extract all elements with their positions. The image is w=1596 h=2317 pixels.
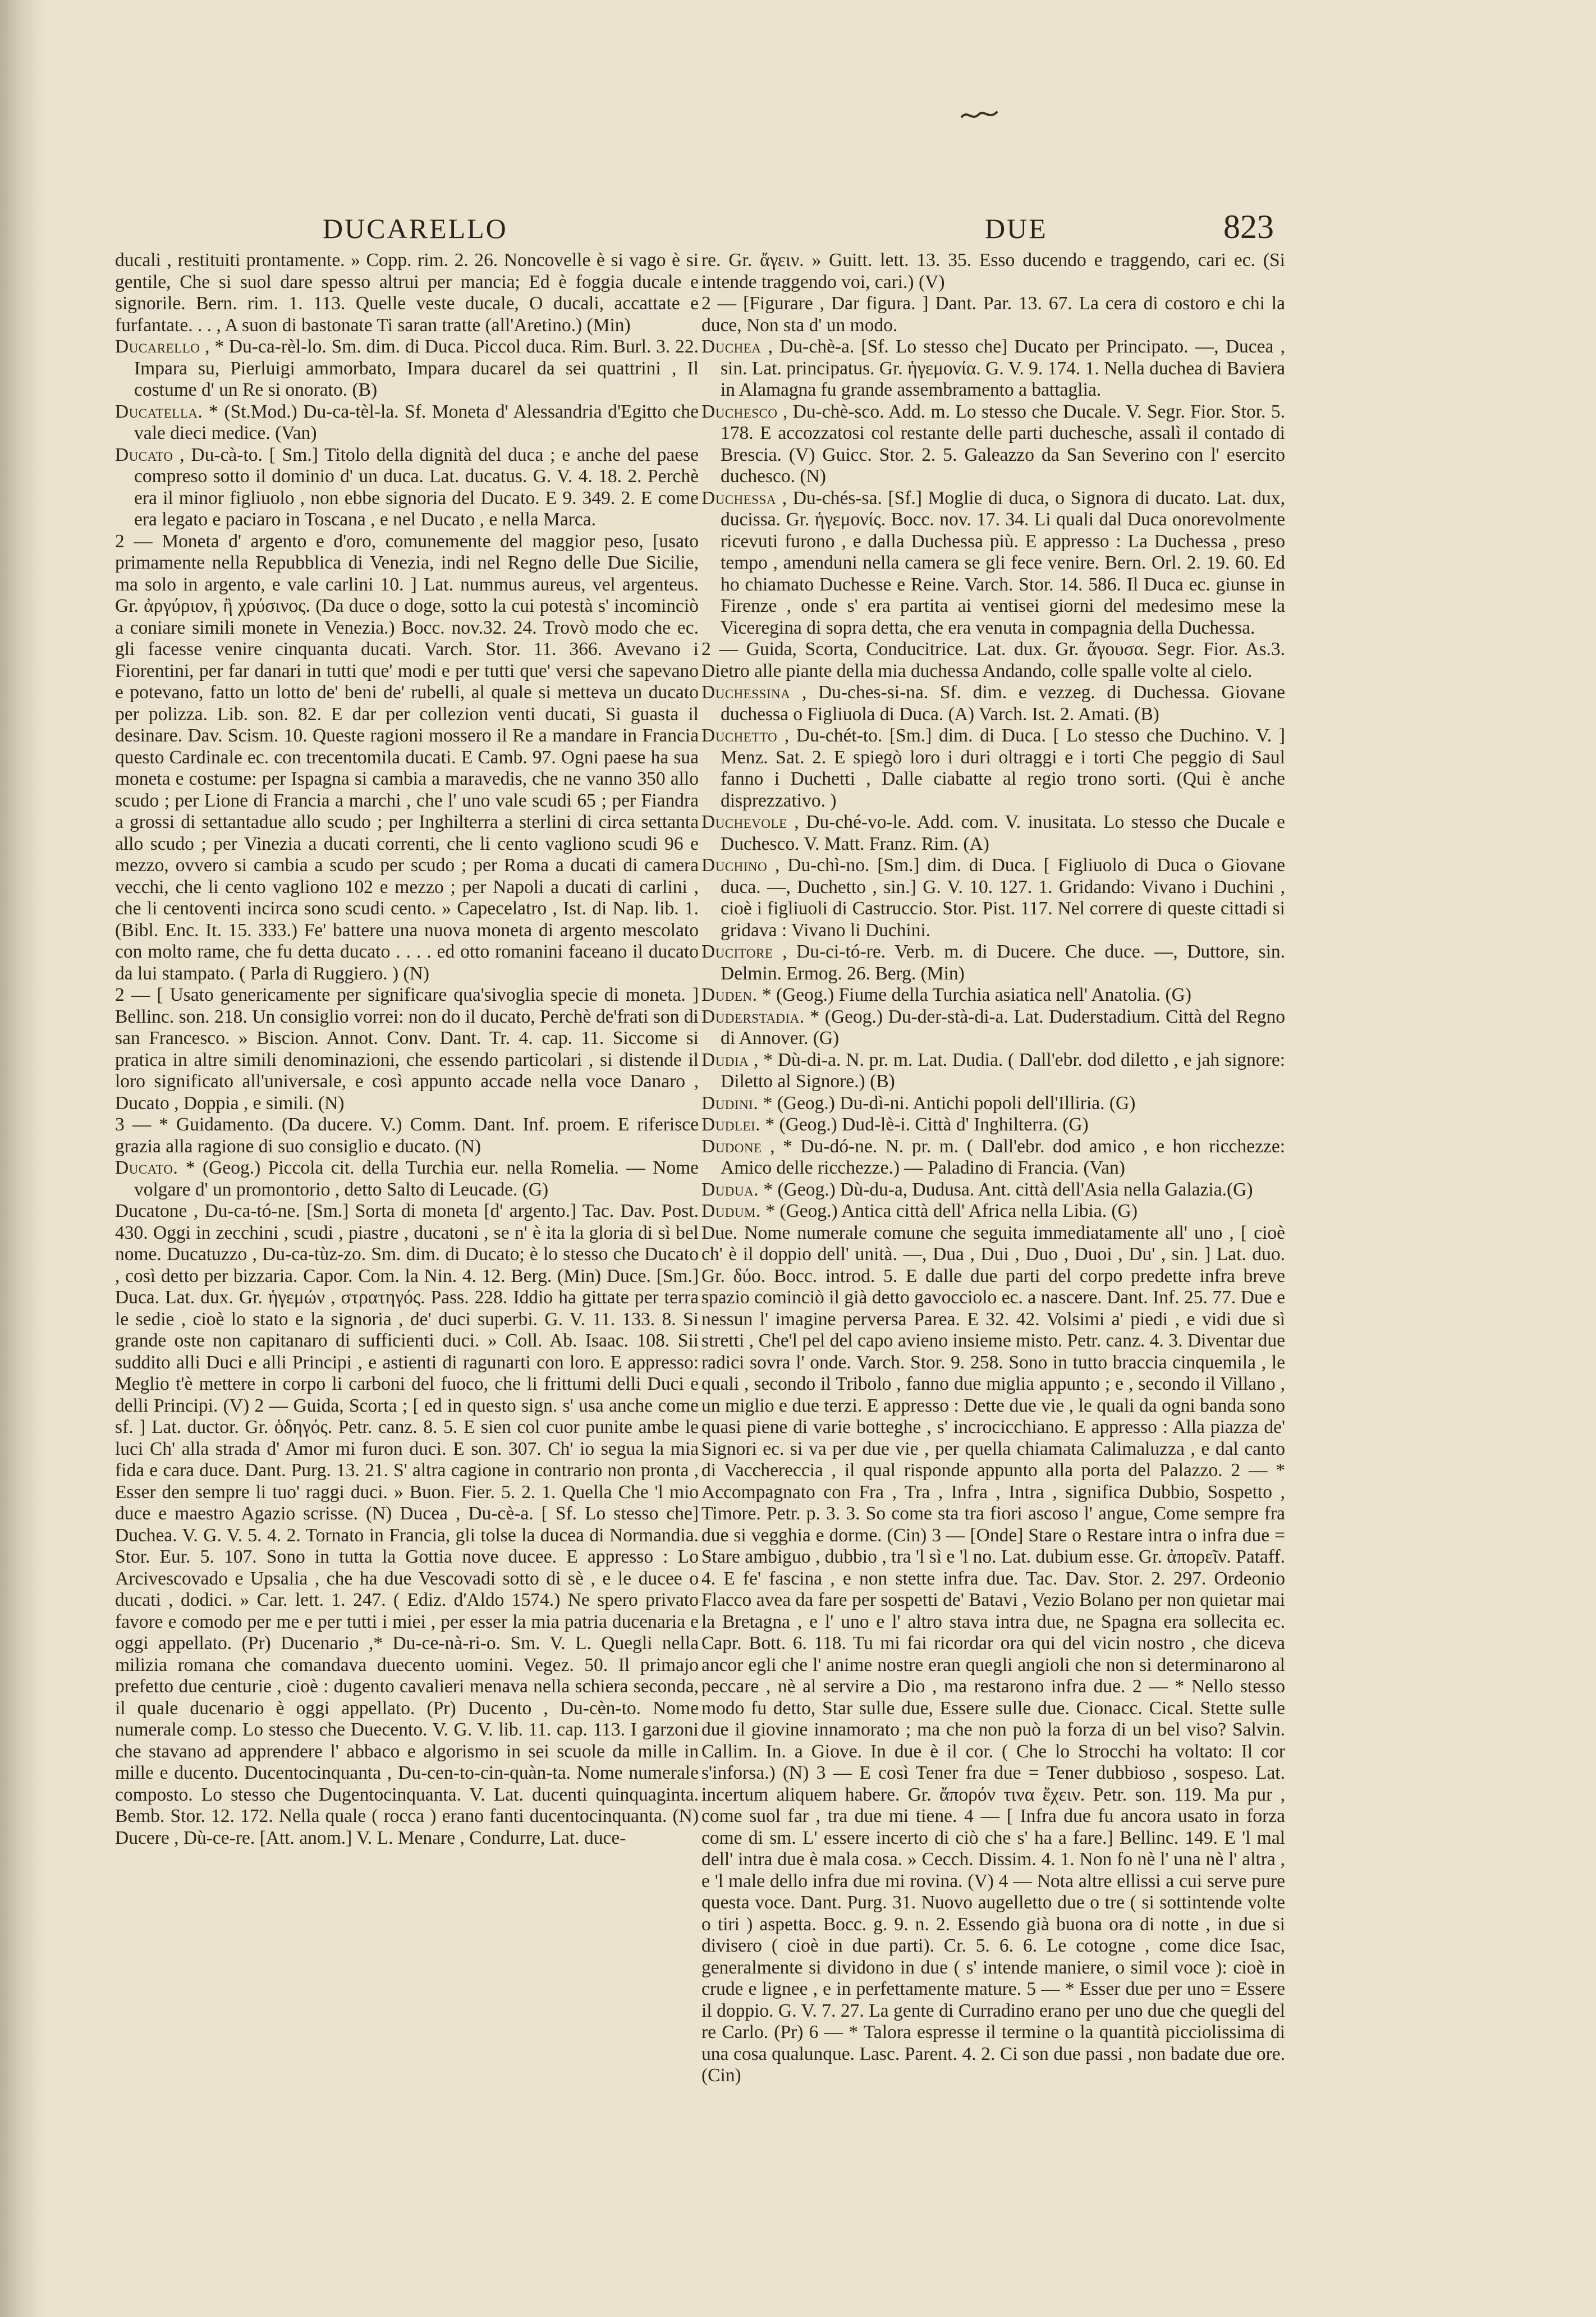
entry-duchevole: Duchevole , Du-ché-vo-le. Add. com. V. inusitata. Lo stesso che Ducale e Duchesco. V. Matt. Franz. Rim. (A): [701, 812, 1285, 854]
headword: Ducarello: [115, 336, 200, 357]
entry-ducarello: Ducarello , * Du-ca-rèl-lo. Sm. dim. di Duca. Piccol duca. Rim. Burl. 3. 22. Impara su, Pierluigi ammorbato, Impara ducarel da sei quattrini , Il costume d' un Re si onorato. (B): [115, 336, 699, 400]
left-column: [115, 250, 699, 2287]
entry-continuation: re. Gr. ἄγειν. » Guitt. lett. 13. 35. Esso ducendo e traggendo, cari ec. (Si intende traggendo voi, cari.) (V): [701, 250, 1285, 292]
entry-ducato-sense-2: 2 — Moneta d' argento e d'oro, comunemente del maggior peso, [usato primamente nella Repubblica di Venezia, indi nel Regno delle Due Sicilie, ma solo in argento, e vale carlini 10. ] Lat. nummus aureus, vel argenteus. Gr. ἀργύριον, ἢ χρύσινος. (Da duce o doge, sotto la cui potestà s' incominciò a coniare simili monete in Venezia.) Bocc. nov.32. 24. Trovò modo che ec. gli facesse venire cinquanta ducati. Varch. Stor. 11. 366. Avevano i Fiorentini, per far danari in tutti que' modi e per tutti que' versi che sapevano e potevano, fatto un lotto de' beni de' rubelli, al quale si metteva un ducato per polizza. Lib. son. 82. E dar per collezion venti ducati, Si guasta il desinare. Dav. Scism. 10. Queste ragioni mossero il Re a mandare in Francia questo Cardinale ec. con trecentomila ducati. E Camb. 97. Ogni paese ha sua moneta e costume: per Ispagna si cambia a maravedis, che ne vanno 350 allo scudo ; per Lione di Francia a marchi , che l' uno vale scudi 65 ; per Fiandra a grossi di settantadue allo scudo ; per Inghilterra a sterlini di circa settanta allo scudo ; per Vinezia a ducati correnti, che li cento vagliono scudi 96 e mezzo, ovvero si cambia a scudo per scudo ; per Roma a ducati di camera vecchi, che li cento vagliono 102 e mezzo ; per Napoli a ducati di carlini , che li centoventi incirca sono scudi cento. » Capecelatro , Ist. di Nap. lib. 1. (Bibl. Enc. It. 15. 333.) Fe' battere una nuova moneta di argento mescolato con molto rame, che fu detta ducato . . . . ed otto romanini faceano il ducato da lui stampato. ( Parla di Ruggiero. ) (N): [115, 530, 699, 984]
entry-ducatella: Ducatella. * (St.Mod.) Du-ca-tèl-la. Sf. Moneta d' Alessandria d'Egitto che vale dieci medice. (Van): [115, 401, 699, 443]
entry-duchessa: Duchessa , Du-chés-sa. [Sf.] Moglie di duca, o Signora di ducato. Lat. dux, ducissa. Gr. ἡγεμονίς. Bocc. nov. 17. 34. Li quali dal Duca onorevolmente ricevuti furono , e dalla Duchessa più. E appresso : La Duchessa , preso tempo , amenduni nella camera se gli fece venire. Bern. Orl. 2. 19. 60. Ed ho chiamato Duchesse e Reine. Varch. Stor. 14. 586. Il Duca ec. giunse in Firenze , onde s' era partita ai ventisei giorni del medesimo mese la Viceregina di sopra detta, che era venuta in compagnia della Duchessa.: [701, 487, 1285, 638]
right-column: [701, 250, 1285, 2287]
entry-duchessina: Duchessina , Du-ches-si-na. Sf. dim. e vezzeg. di Duchessa. Giovane duchessa o Figliuola di Duca. (A) Varch. Ist. 2. Amati. (B): [701, 682, 1285, 725]
headword: Duchevole: [701, 812, 787, 832]
headword: Ducatella.: [115, 401, 203, 422]
headword: Dudia: [701, 1049, 749, 1070]
headword: Duchino: [701, 855, 768, 876]
entry-duchesco: Duchesco , Du-chè-sco. Add. m. Lo stesso che Ducale. V. Segr. Fior. Stor. 5. 178. E accozzatosi col restante delle parti duchesche, assalì il contado di Brescia. (V) Guicc. Stor. 2. 5. Galeazzo da San Severino con l' esercito duchesco. (N): [701, 401, 1285, 487]
entry-due: Due. Nome numerale comune che seguita immediatamente all' uno , [ cioè ch' è il doppio dell' unità. —, Dua , Dui , Duo , Duoi , Du' , sin. ] Lat. duo. Gr. δύο. Bocc. introd. 5. E dalle due parti del corpo predette infra breve spazio cominciò il già detto gavocciolo ec. a nascere. Dant. Inf. 25. 77. Due e nessun l' imagine perversa Parea. E 32. 42. Volsimi a' piedi , e vidi due sì stretti , Che'l pel del capo avieno insieme misto. Petr. canz. 4. 3. Diventar due radici sovra l' onde. Varch. Stor. 9. 258. Sono in tutto braccia cinquemila , le quali , secondo il Tribolo , fanno due miglia appunto ; e , secondo il Villano , un miglio e due terzi. E appresso : Dette due vie , le quali da ogni banda sono quasi piene di varie botteghe , s' incrocicchiano. E appresso : Alla piazza de' Signori ec. si va per due vie , per quella chiamata Calimaluzza , e dal canto di Vacchereccia , il qual risponde appunto alla porta del Palazzo. 2 — * Accompagnato con Fra , Tra , Infra , Intra , significa Dubbio, Sospetto , Timore. Petr. p. 3. 3. So come sta tra fiori ascoso l' angue, Come sempre fra due si vegghia e dorme. (Cin) 3 — [Onde] Stare o Restare intra o infra due = Stare ambiguo , dubbio , tra 'l sì e 'l no. Lat. dubium esse. Gr. ἀπορεῖν. Pataff. 4. E fe' fascina , e non stette infra due. Tac. Dav. Stor. 2. 297. Ordeonio Flacco avea da fare per sospetti de' Batavi , Vezio Bolano per non quietar mai la Bretagna , e l' uno e l' altro stava intra due, ne Spagna era sollecita ec. Capr. Bott. 6. 118. Tu mi fai ricordar ora qui del vicin nostro , che diceva ancor egli che l' anime nostre eran quegli angioli che non si determinarono al peccare , nè al servire a Dio , ma restarono infra due. 2 — * Nello stesso modo fu detto, Star sulle due, Essere sulle due. Cionacc. Cical. Stette sulle due il giovine innamorato ; ma che non può la forza di un bel viso? Salvin. Callim. In. a Giove. In due è il cor. ( Che lo Strocchi ha voltato: Il cor s'inforsa.) (N) 3 — E così Tener fra due = Tener dubbioso , sospeso. Lat. incertum aliquem habere. Gr. ἄπορόν τινα ἔχειν. Petr. son. 119. Ma pur , come suol far , tra due mi tiene. 4 — [ Infra due fu ancora usato in forza come di sm. L' essere incerto di ciò che s' ha a fare.] Bellinc. 149. E 'l mal dell' intra due è mala cosa. » Cecch. Dissim. 4. 1. Non fo nè l' una nè l' altra , e 'l male dello infra due mi rovina. (V) 4 — Nota altre ellissi a cui serve pure questa voce. Dant. Purg. 31. Nuovo augelletto due o tre ( si sottintende volte o tiri ) aspetta. Bocc. g. 9. n. 2. Essendo già buona ora di notte , in due si divisero ( cioè in due parti). Cr. 5. 6. 6. Le cotogne , come dice Isac, generalmente si dividono in due ( s' intende maniere, o simil voce ): cioè in crude e lignee , e in perfettamente mature. 5 — * Esser due per uno = Essere il doppio. G. V. 7. 27. La gente di Curradino erano per uno due che quegli del re Carlo. (Pr) 6 — * Talora espresse il termine o la quantità picciolissima di una cosa qualunque. Lasc. Parent. 4. 2. Ci son due passi , non badate due ore. (Cin): [701, 1222, 1285, 2086]
headword: Duden.: [701, 985, 758, 1005]
entry-ducato: Ducato , Du-cà-to. [ Sm.] Titolo della dignità del duca ; e anche del paese compreso sotto il dominio d' un duca. Lat. ducatus. G. V. 4. 18. 2. Perchè era il minor figliuolo , non ebbe signoria del Ducato. E 9. 349. 2. E come era legato e paciaro in Toscana , e nel Ducato , e nella Marca.: [115, 444, 699, 530]
entry-dudum: Dudum. * (Geog.) Antica città dell' Africa nella Libia. (G): [701, 1201, 1138, 1221]
headword: Dudone: [701, 1135, 762, 1157]
headword: Duchetto: [701, 725, 778, 746]
headword: Duchesco: [701, 401, 778, 422]
entry-duchetto: Duchetto , Du-chét-to. [Sm.] dim. di Duca. [ Lo stesso che Duchino. V. ] Menz. Sat. 2. E spiegò loro i duri oltraggi e i torti Che peggio di Saul fanno i Duchetti , Dalle ciabatte al regio trono sorti. (Qui è anche disprezzativo. ): [701, 725, 1285, 811]
headword: Dudum.: [701, 1201, 761, 1221]
entry-duchino: Duchino , Du-chì-no. [Sm.] dim. di Duca. [ Figliuolo di Duca o Giovane duca. —, Duchetto , sin.] G. V. 10. 127. 1. Gridando: Vivano i Duchini , cioè i figliuoli di Castruccio. Stor. Pist. 117. Nel correre di queste cittadi si gridava : Vivano li Duchini.: [701, 855, 1285, 941]
headword: Dudua.: [701, 1179, 759, 1200]
headword: Dudlei.: [701, 1114, 761, 1135]
headword: Ducato: [115, 444, 173, 465]
entry-dudone: Dudone , * Du-dó-ne. N. pr. m. ( Dall'ebr. dod amico , e hon ricchezze: Amico delle ricchezze.) — Paladino di Francia. (Van): [701, 1135, 1285, 1178]
entry-dudia: Dudia , * Dù-di-a. N. pr. m. Lat. Dudia. ( Dall'ebr. dod diletto , e jah signore: Diletto al Signore.) (B): [701, 1049, 1285, 1092]
entry-ducere-sense-2: 2 — [Figurare , Dar figura. ] Dant. Par. 13. 67. La cera di costoro e chi la duce, Non sta d' un modo.: [701, 293, 1285, 336]
headword: Duchessina: [701, 682, 791, 703]
entry-ducitore: Ducitore , Du-ci-tó-re. Verb. m. di Ducere. Che duce. —, Duttore, sin. Delmin. Ermog. 26. Berg. (Min): [701, 941, 1285, 984]
running-head-left: DUCARELLO: [323, 213, 508, 244]
entry-dudua: Dudua. * (Geog.) Dù-du-a, Dudusa. Ant. città dell'Asia nella Galazia.(G): [701, 1179, 1253, 1200]
entry-dudini: Dudini. * (Geog.) Du-dì-ni. Antichi popoli dell'Illiria. (G): [701, 1092, 1136, 1114]
ornament-flourish-icon: [960, 107, 999, 123]
headword: Ducitore: [701, 941, 773, 962]
headword: Ducato.: [115, 1157, 178, 1178]
entry-duchessa-sense-2: 2 — Guida, Scorta, Conducitrice. Lat. dux. Gr. ἄγουσα. Segr. Fior. As.3. Dietro alle piante della mia duchessa Andando, colle spalle volte al cielo.: [701, 639, 1285, 681]
entry-duden: Duden. * (Geog.) Fiume della Turchia asiatica nell' Anatolia. (G): [701, 985, 1192, 1005]
page-number: 823: [1223, 208, 1274, 245]
headword: Duderstadia.: [701, 1006, 805, 1027]
page-gutter-shadow: [0, 0, 45, 2317]
entry-dudlei: Dudlei. * (Geog.) Dud-lè-i. Città d' Inghilterra. (G): [701, 1114, 1089, 1135]
entry-continuation: ducali , restituiti prontamente. » Copp. rim. 2. 26. Noncovelle è si vago è si gentile, Che si suol dare spesso altrui per mancia; Ed è foggia ducale e signorile. Bern. rim. 1. 113. Quelle veste ducale, O ducali, accattate e furfantate. . . , A suon di bastonate Ti saran tratte (all'Aretino.) (Min): [115, 250, 699, 336]
entry-ducato-sense-3: 3 — * Guidamento. (Da ducere. V.) Comm. Dant. Inf. proem. E riferisce grazia alla ragione di suo consiglio e ducato. (N): [115, 1114, 699, 1157]
entry-ducatone-to-ducere: Ducatone , Du-ca-tó-ne. [Sm.] Sorta di moneta [d' argento.] Tac. Dav. Post. 430. Oggi in zecchini , scudi , piastre , ducatoni , se n' è ita la gloria di sì bel nome. Ducatuzzo , Du-ca-tùz-zo. Sm. dim. di Ducato; è lo stesso che Ducato , così detto per bizzaria. Capor. Com. la Nin. 4. 12. Berg. (Min) Duce. [Sm.] Duca. Lat. dux. Gr. ἡγεμών , στρατηγός. Pass. 228. Iddio ha gittate per terra le sedie , cioè lo stato e la signoria , de' duci superbi. G. V. 11. 133. 8. Si grande oste non capitanaro di sufficienti duci. » Coll. Ab. Isaac. 108. Sii suddito alli Duci e alli Principi , e astienti di ragunarti con loro. E appresso: Meglio t'è mettere in corpo li carboni del fuoco, che li frittumi delli Duci e delli Principi. (V) 2 — Guida, Scorta ; [ ed in questo sign. s' usa anche come sf. ] Lat. ductor. Gr. ὁδηγός. Petr. canz. 8. 5. E sien col cuor punite ambe le luci Ch' alla strada d' Amor mi furon duci. E son. 307. Ch' io segua la mia fida e cara duce. Dant. Purg. 13. 21. S' altra cagione in contrario non pronta , Esser den sempre li tuo' raggi duci. » Buon. Fier. 5. 2. 1. Quella Che 'l mio duce e maestro Agazio scrisse. (N) Ducea , Du-cè-a. [ Sf. Lo stesso che] Duchea. V. G. V. 5. 4. 2. Tornato in Francia, gli tolse la ducea di Normandia. Stor. Eur. 5. 107. Sono in tutta la Gottia nove ducee. E appresso : Lo Arcivescovado e Upsalia , che ha due Vescovadi sotto di sè , e le ducee o ducati , dodici. » Car. lett. 1. 247. ( Ediz. d'Aldo 1574.) Ne spero privato favore e comodo per me e per tutti i miei , per esser la mia patria ducenaria e oggi appellato. (Pr) Ducenario ,* Du-ce-nà-ri-o. Sm. V. L. Quegli nella milizia romana che comandava duecento uomini. Vegez. 50. Il primajo prefetto due centurie , cioè : dugento cavalieri menava nella schiera seconda, il quale ducenario è oggi appellato. (Pr) Ducento , Du-cèn-to. Nome numerale comp. Lo stesso che Duecento. V. G. V. lib. 11. cap. 113. I garzoni che stavano ad apprendere l' abbaco e algorismo in sei scuole da mille in mille e ducento. Ducentocinquanta , Du-cen-to-cin-quàn-ta. Nome numerale composto. Lo stesso che Dugentocinquanta. V. Lat. ducenti quinquaginta. Bemb. Stor. 12. 172. Nella quale ( rocca ) erano fanti ducentocinquanta. (N) Ducere , Dù-ce-re. [Att. anom.] V. L. Menare , Condurre, Lat. duce-: [115, 1201, 699, 1848]
headword: Duchessa: [701, 487, 776, 509]
headword: Duchea: [701, 336, 762, 357]
entry-ducato-geog: Ducato. * (Geog.) Piccola cit. della Turchia eur. nella Romelia. — Nome volgare d' un promontorio , detto Salto di Leucade. (G): [115, 1157, 699, 1200]
entry-duderstadia: Duderstadia. * (Geog.) Du-der-stà-di-a. Lat. Duderstadium. Città del Regno di Annover. (G): [701, 1006, 1285, 1048]
headword: Dudini.: [701, 1092, 759, 1114]
entry-ducato-sense-2b: 2 — [ Usato genericamente per significare qua'sivoglia specie di moneta. ] Bellinc. son. 218. Un consiglio vorrei: non do il ducato, Perchè de'frati son di san Francesco. » Biscion. Annot. Conv. Dant. Tr. 4. cap. 11. Siccome si pratica in altre simili denominazioni, che essendo particolari , si distende il loro significato all'universale, e così appunto accade nella voce Danaro , Ducato , Doppia , e simili. (N): [115, 985, 699, 1114]
entry-duchea: Duchea , Du-chè-a. [Sf. Lo stesso che] Ducato per Principato. —, Ducea , sin. Lat. principatus. Gr. ἡγεμονία. G. V. 9. 174. 1. Nella duchea di Baviera in Alamagna fu grande assembramento a battaglia.: [701, 336, 1285, 400]
running-head-center: DUE: [985, 213, 1048, 244]
